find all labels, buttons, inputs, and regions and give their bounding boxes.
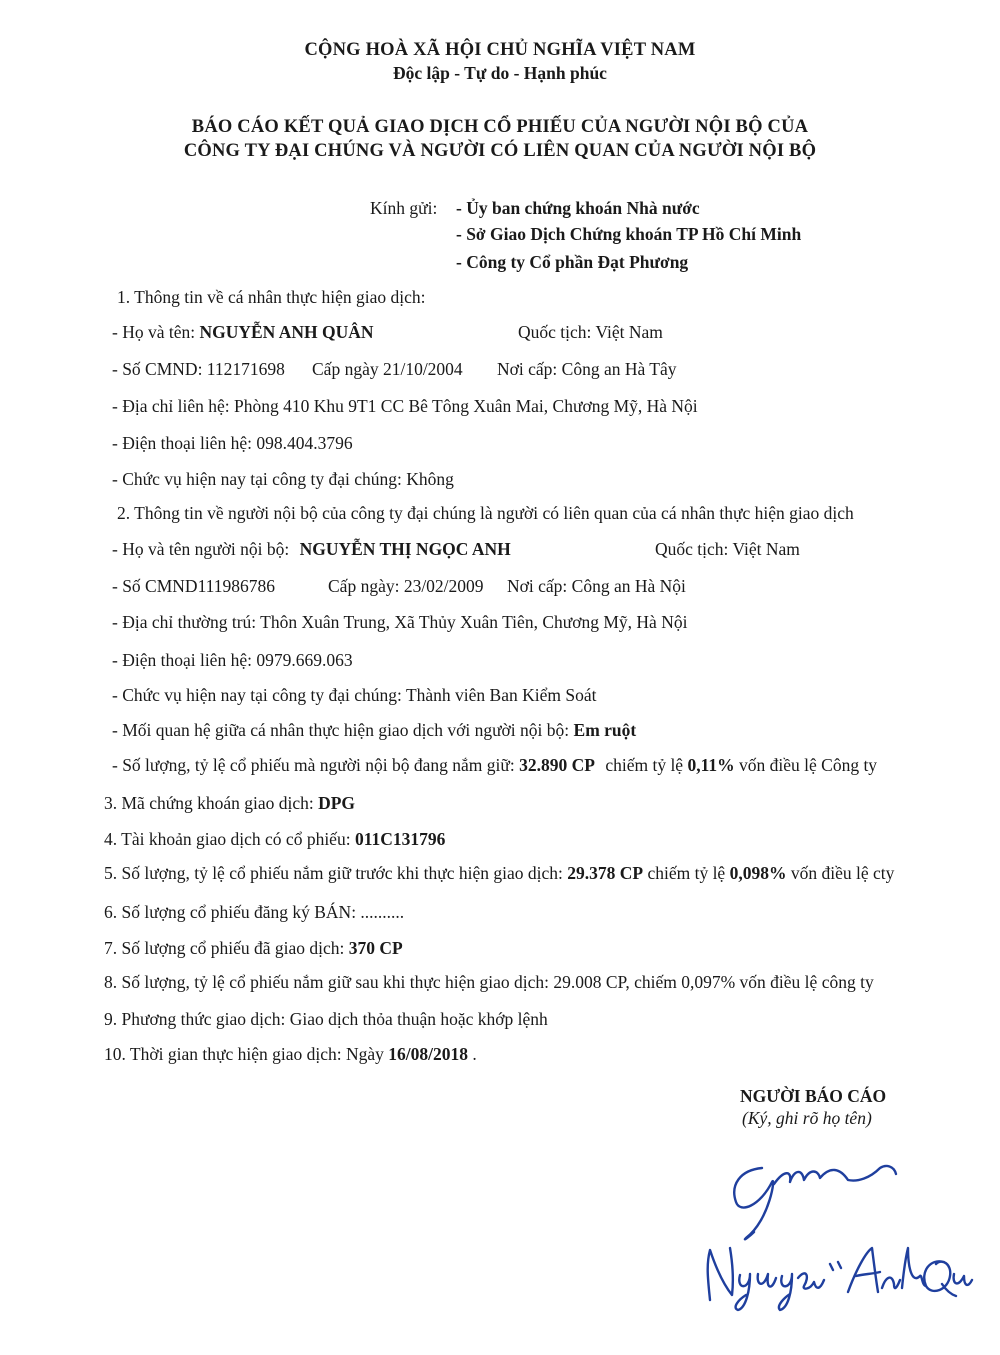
item10-value: 16/08/2018 [388, 1044, 468, 1064]
item10-tail: . [472, 1044, 477, 1064]
section1-heading: 1. Thông tin về cá nhân thực hiện giao dịch: [117, 287, 426, 307]
item7-label: 7. Số lượng cổ phiếu đã giao dịch: [104, 938, 345, 958]
item4-label: 4. Tài khoản giao dịch có cổ phiếu: [104, 829, 351, 849]
s2-relation-row [112, 720, 636, 741]
item9: 9. Phương thức giao dịch: Giao dịch thỏa thuận hoặc khớp lệnh [104, 1009, 548, 1029]
s1-name-value: NGUYỄN ANH QUÂN [199, 322, 374, 342]
s2-id-number: - Số CMND111986786 [112, 576, 276, 596]
s2-id-place: Nơi cấp: Công an Hà Nội [507, 576, 686, 596]
handwriting-stroke [798, 1273, 824, 1288]
motto: Độc lập - Tự do - Hạnh phúc [393, 63, 607, 83]
handwriting-stroke [954, 1274, 972, 1285]
signature-stroke [734, 1168, 773, 1239]
item3-value: DPG [318, 793, 356, 813]
item5-label: 5. Số lượng, tỷ lệ cổ phiếu nắm giữ trước khi thực hiện giao dịch: [104, 863, 563, 883]
report-title-line-2: CÔNG TY ĐẠI CHÚNG VÀ NGƯỜI CÓ LIÊN QUAN CỦA NGƯỜI NỘI BỘ [183, 141, 817, 161]
s1-id-date: Cấp ngày 21/10/2004 [312, 359, 463, 379]
s2-holding-pct: 0,11% [687, 755, 735, 775]
item4-value: 011C131796 [354, 829, 446, 849]
s2-position: - Chức vụ hiện nay tại công ty đại chúng: Thành viên Ban Kiểm Soát [112, 685, 597, 705]
s1-id-number: - Số CMND: 112171698 [112, 359, 285, 379]
s2-nationality: Quốc tịch: Việt Nam [655, 539, 800, 559]
s2-relation-label: - Mối quan hệ giữa cá nhân thực hiện giao dịch với người nội bộ: [112, 720, 570, 740]
national-title: CỘNG HOÀ XÃ HỘI CHỦ NGHĨA VIỆT NAM [304, 40, 696, 60]
handwriting-stroke [708, 1248, 733, 1300]
s2-holding-label: - Số lượng, tỷ lệ cổ phiếu mà người nội bộ đang nắm giữ: [112, 755, 515, 775]
s2-phone: - Điện thoại liên hệ: 0979.669.063 [112, 650, 353, 670]
report-title-line-1: BÁO CÁO KẾT QUẢ GIAO DỊCH CỔ PHIẾU CỦA NGƯỜI NỘI BỘ CỦA [191, 117, 809, 137]
item7-row [104, 938, 403, 959]
handwritten-signature [680, 1140, 980, 1315]
s2-holding-qty: 32.890 CP [519, 755, 595, 775]
handwriting-stroke [830, 1262, 841, 1270]
s1-address: - Địa chỉ liên hệ: Phòng 410 Khu 9T1 CC Bê Tông Xuân Mai, Chương Mỹ, Hà Nội [112, 396, 698, 416]
item5-row [104, 863, 894, 884]
item5-mid: chiếm tỷ lệ [647, 863, 726, 883]
recipient-2: - Sở Giao Dịch Chứng khoán TP Hồ Chí Minh [456, 224, 802, 244]
handwriting-stroke [848, 1248, 880, 1292]
item5-tail: vốn điều lệ cty [790, 863, 895, 883]
item3-label: 3. Mã chứng khoán giao dịch: [104, 793, 314, 813]
handwriting-stroke [779, 1274, 792, 1310]
signature-subtitle: (Ký, ghi rõ họ tên) [742, 1108, 872, 1128]
handwriting-stroke [758, 1274, 776, 1287]
s2-holding-mid: chiếm tỷ lệ [605, 755, 684, 775]
s2-id-date: Cấp ngày: 23/02/2009 [328, 576, 484, 596]
s2-name-row [112, 539, 511, 560]
s2-name-label: - Họ và tên người nội bộ: [112, 539, 290, 559]
s1-position: - Chức vụ hiện nay tại công ty đại chúng: Không [112, 469, 454, 489]
item5-qty: 29.378 CP [567, 863, 644, 883]
handwriting-stroke [924, 1261, 956, 1296]
item3-row [104, 793, 355, 814]
recipient-3: - Công ty Cổ phần Đạt Phương [456, 252, 689, 272]
handwriting-stroke [882, 1278, 900, 1288]
item10-row [104, 1044, 477, 1065]
s2-holding-tail: vốn điều lệ Công ty [739, 755, 878, 775]
recipients-label: Kính gửi: [370, 198, 438, 218]
item7-value: 370 CP [348, 938, 403, 958]
s1-name-label: - Họ và tên: [112, 322, 196, 342]
handwriting-stroke [736, 1274, 750, 1310]
s1-nationality: Quốc tịch: Việt Nam [518, 322, 663, 342]
item8: 8. Số lượng, tỷ lệ cổ phiếu nắm giữ sau khi thực hiện giao dịch: 29.008 CP, chiếm 0,097% vốn điều lệ công ty [104, 972, 874, 992]
s1-phone: - Điện thoại liên hệ: 098.404.3796 [112, 433, 353, 453]
s2-address: - Địa chỉ thường trú: Thôn Xuân Trung, Xã Thủy Xuân Tiên, Chương Mỹ, Hà Nội [112, 612, 688, 632]
s1-id-place: Nơi cấp: Công an Hà Tây [497, 359, 677, 379]
item10-label: 10. Thời gian thực hiện giao dịch: Ngày [104, 1044, 384, 1064]
handwriting-stroke [902, 1248, 926, 1288]
s2-name-value: NGUYỄN THỊ NGỌC ANH [299, 539, 511, 559]
signature-stroke [774, 1166, 896, 1184]
item5-pct: 0,098% [729, 863, 787, 883]
item4-row [104, 829, 445, 850]
section2-heading: 2. Thông tin về người nội bộ của công ty đại chúng là người có liên quan của cá nhân thực hiện giao dịch [117, 503, 854, 523]
s2-relation-value: Em ruột [573, 720, 637, 740]
s1-name-row [112, 322, 374, 343]
signature-title: NGƯỜI BÁO CÁO [740, 1086, 887, 1106]
recipient-1: - Ủy ban chứng khoán Nhà nước [456, 198, 700, 218]
s2-holding-row [112, 755, 877, 776]
item6: 6. Số lượng cổ phiếu đăng ký BÁN: .......... [104, 902, 405, 922]
